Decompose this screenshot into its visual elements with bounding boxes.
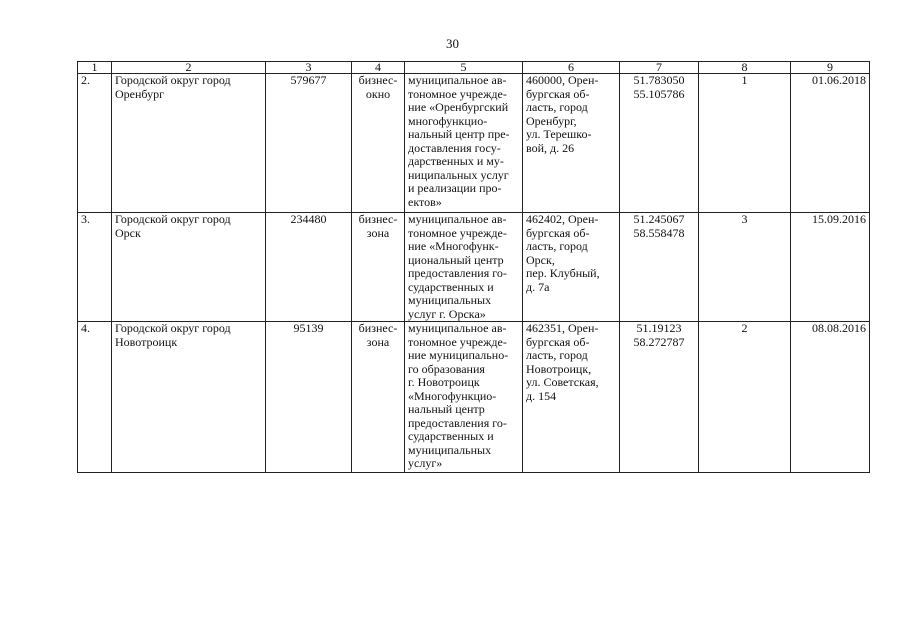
address-cell: 462402, Орен- бургская об- ласть, город Орск, пер. Клубный, д. 7а <box>523 213 620 322</box>
type-cell: бизнес- зона <box>352 213 405 322</box>
column-header: 2 <box>112 62 266 74</box>
row-number: 4. <box>78 322 112 473</box>
count-cell: 2 <box>699 322 791 473</box>
header-row <box>78 62 870 74</box>
district-cell: Городской округ город Новотроицк <box>112 322 266 473</box>
type-cell: бизнес- окно <box>352 74 405 213</box>
column-header: 4 <box>352 62 405 74</box>
column-header: 6 <box>523 62 620 74</box>
column-header: 3 <box>266 62 352 74</box>
document-table <box>77 61 870 473</box>
district-cell: Городской округ город Оренбург <box>112 74 266 213</box>
column-header: 7 <box>620 62 699 74</box>
table-row <box>78 322 870 473</box>
institution-cell: муниципальное ав- тономное учрежде- ние «Многофунк- циональный центр предоставления го- сударственных и муниципальных услуг г. Орска» <box>405 213 523 322</box>
table-row <box>78 213 870 322</box>
population-cell: 579677 <box>266 74 352 213</box>
institution-cell: муниципальное ав- тономное учрежде- ние «Оренбургский многофункцио- нальный центр пре- доставления госу- дарственных и му- ниципальных услуг и реализации про- ектов» <box>405 74 523 213</box>
address-cell: 462351, Орен- бургская об- ласть, город Новотроицк, ул. Советская, д. 154 <box>523 322 620 473</box>
population-cell: 234480 <box>266 213 352 322</box>
address-cell: 460000, Орен- бургская об- ласть, город Оренбург, ул. Терешко- вой, д. 26 <box>523 74 620 213</box>
column-header: 8 <box>699 62 791 74</box>
count-cell: 3 <box>699 213 791 322</box>
date-cell: 08.08.2016 <box>791 322 870 473</box>
institution-cell: муниципальное ав- тономное учрежде- ние муниципально- го образования г. Новотроицк «Многофункцио- нальный центр предоставления го- сударственных и муниципальных услуг» <box>405 322 523 473</box>
coordinates-cell: 51.19123 58.272787 <box>620 322 699 473</box>
column-header: 1 <box>78 62 112 74</box>
row-number: 3. <box>78 213 112 322</box>
row-number: 2. <box>78 74 112 213</box>
page-number: 30 <box>446 36 459 51</box>
date-cell: 15.09.2016 <box>791 213 870 322</box>
population-cell: 95139 <box>266 322 352 473</box>
table-row <box>78 74 870 213</box>
coordinates-cell: 51.783050 55.105786 <box>620 74 699 213</box>
coordinates-cell: 51.245067 58.558478 <box>620 213 699 322</box>
column-header: 9 <box>791 62 870 74</box>
count-cell: 1 <box>699 74 791 213</box>
column-header: 5 <box>405 62 523 74</box>
district-cell: Городской округ город Орск <box>112 213 266 322</box>
type-cell: бизнес- зона <box>352 322 405 473</box>
date-cell: 01.06.2018 <box>791 74 870 213</box>
